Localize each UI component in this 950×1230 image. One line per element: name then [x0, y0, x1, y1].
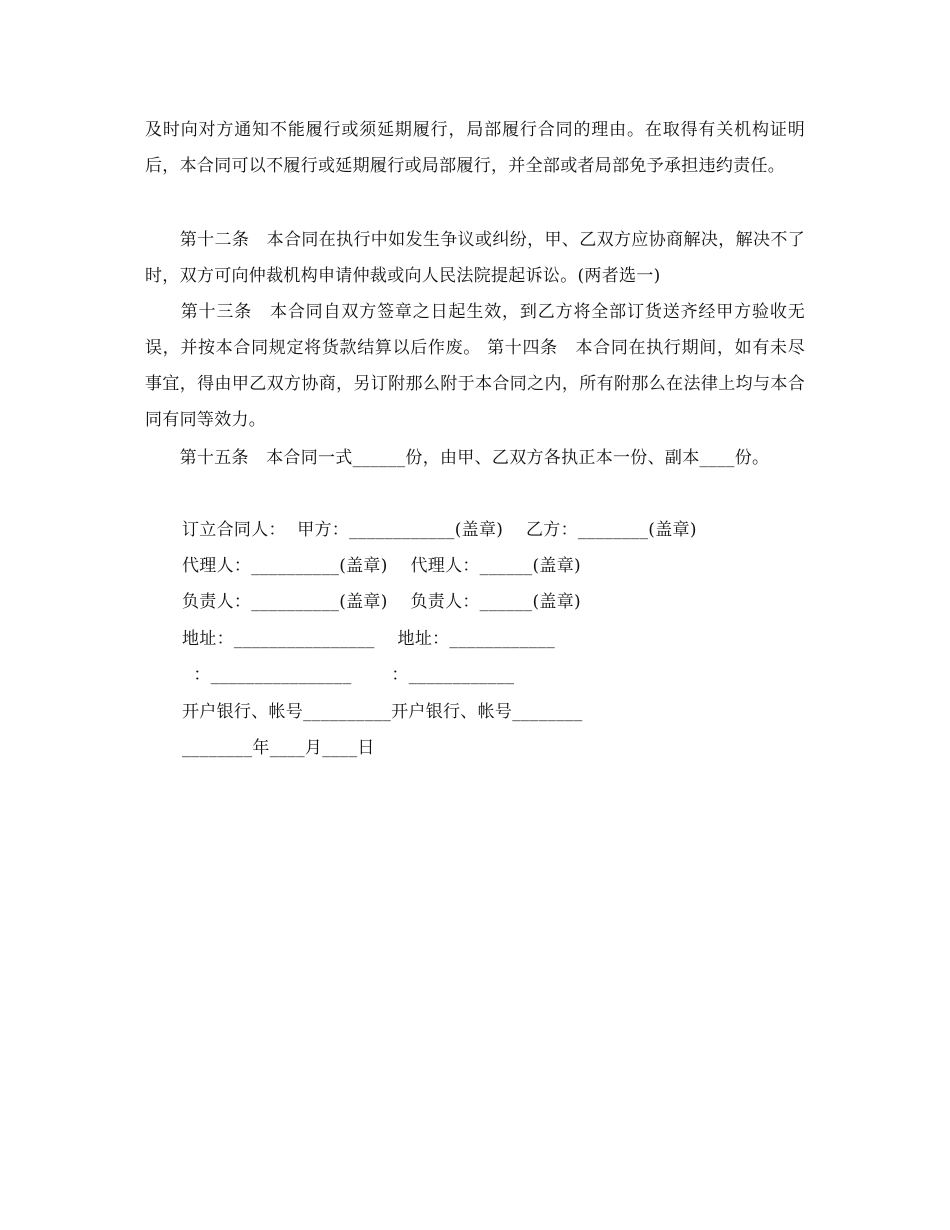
signature-line-bank-account: 开户银行、帐号__________开户银行、帐号________	[182, 702, 583, 722]
signature-line-date: ________年____月____日	[182, 738, 375, 758]
signature-line-address: 地址：________________ 地址：____________	[182, 629, 556, 649]
signature-line-responsible: 负责人：__________(盖章) 负责人：______(盖章)	[182, 592, 581, 612]
signature-line-parties: 订立合同人： 甲方：____________(盖章) 乙方：________(盖章)	[182, 520, 697, 540]
paragraph-continuation: 及时向对方通知不能履行或须延期履行，局部履行合同的理由。在取得有关机构证明后，本合同可以不履行或延期履行或局部履行，并全部或者局部免予承担违约责任。	[145, 120, 805, 176]
paragraph-article-15: 第十五条 本合同一式______份，由甲、乙双方各执正本一份、副本____份。	[145, 448, 770, 468]
paragraph-article-12: 第十二条 本合同在执行中如发生争议或纠纷，甲、乙双方应协商解决，解决不了时，双方可向仲裁机构申请仲裁或向人民法院提起诉讼。(两者选一)	[145, 230, 805, 286]
paragraph-article-13-14: 第十三条 本合同自双方签章之日起生效，到乙方将全部订货送齐经甲方验收无误，并按本合同规定将货款结算以后作废。 第十四条 本合同在执行期间，如有未尽事宜，得由甲乙双方协商，另订附那么附于本合同之内，所有附那么在法律上均与本合同有同等效力。	[145, 302, 805, 430]
signature-line-agents: 代理人：__________(盖章) 代理人：______(盖章)	[182, 556, 581, 576]
signature-line-phone: ：________________ ：____________	[182, 665, 515, 685]
